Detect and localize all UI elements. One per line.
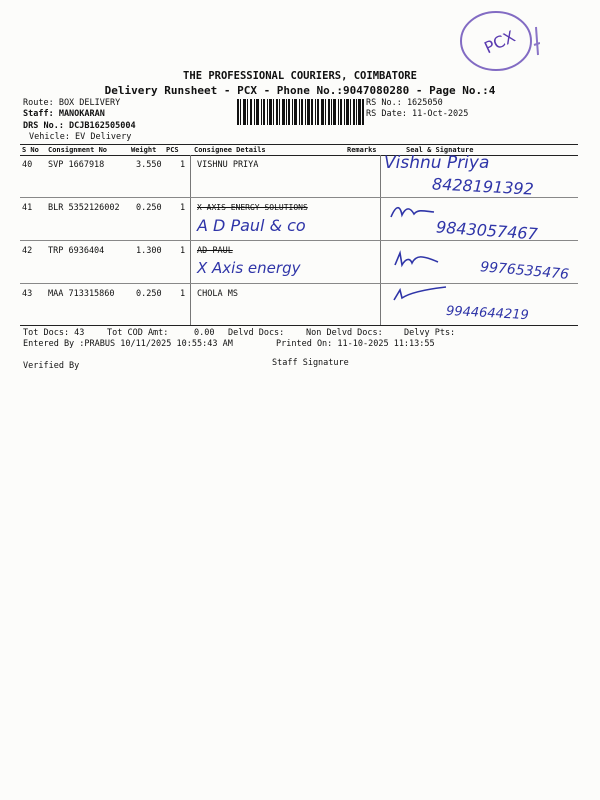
drs-info: DRS No.: DCJB162505004 — [23, 121, 136, 131]
row-pcs: 1 — [180, 289, 186, 299]
signature-mark — [392, 250, 442, 270]
staff-signature: Staff Signature — [272, 358, 349, 368]
row-consignment: BLR 5352126002 — [48, 203, 120, 213]
vehicle-info: Vehicle: EV Delivery — [29, 132, 132, 142]
row-sno: 41 — [22, 203, 33, 213]
total-docs: Tot Docs: 43 — [23, 328, 85, 338]
non-delivered-docs: Non Delvd Docs: — [306, 328, 383, 338]
rs-date: RS Date: 11-Oct-2025 — [366, 109, 469, 119]
stamp-text: PCX — [481, 26, 519, 58]
col-consignee: Consignee Details — [194, 146, 266, 154]
company-name: THE PROFESSIONAL COURIERS, COIMBATORE — [183, 70, 417, 82]
row-pcs: 1 — [180, 203, 186, 213]
handwritten-correction: X Axis energy — [197, 259, 301, 277]
table-bottom-rule — [20, 325, 578, 326]
row-consignment: SVP 1667918 — [48, 160, 105, 170]
row-weight: 0.250 — [136, 289, 162, 299]
col-sno: S No — [22, 146, 39, 154]
col-remarks: Remarks — [347, 146, 377, 154]
barcode — [237, 99, 364, 125]
handwritten-name: Vishnu Priya — [384, 153, 490, 173]
pcx-stamp — [458, 5, 540, 73]
handwritten-phone: 9976535476 — [479, 259, 570, 283]
staff-info: Staff: MANOKARAN — [23, 109, 105, 119]
row-consignee: X AXIS ENERGY SOLUTIONS — [197, 203, 308, 212]
row-consignment: TRP 6936404 — [48, 246, 105, 256]
row-weight: 1.300 — [136, 246, 162, 256]
row-pcs: 1 — [180, 160, 186, 170]
row-weight: 0.250 — [136, 203, 162, 213]
handwritten-phone: 9944644219 — [445, 303, 530, 324]
route-info: Route: BOX DELIVERY — [23, 98, 121, 108]
handwritten-correction: A D Paul & co — [197, 216, 306, 235]
row-consignment: MAA 713315860 — [48, 289, 115, 299]
row-pcs: 1 — [180, 246, 186, 256]
table-header-rule — [20, 155, 578, 156]
handwritten-phone: 9843057467 — [435, 217, 539, 244]
row-weight: 3.550 — [136, 160, 162, 170]
row-sno: 43 — [22, 289, 33, 299]
entered-by: Entered By :PRABUS 10/11/2025 10:55:43 AM — [23, 339, 233, 349]
row-consignee: VISHNU PRIYA — [197, 160, 259, 170]
row-sno: 40 — [22, 160, 33, 170]
row-rule — [20, 283, 578, 284]
signature-mark — [390, 284, 450, 306]
verified-by: Verified By — [23, 361, 80, 371]
signature-mark — [388, 203, 438, 221]
rs-number: RS No.: 1625050 — [366, 98, 443, 108]
table-top-rule — [20, 144, 578, 145]
handwritten-phone: 8428191392 — [431, 174, 535, 199]
col-weight: Weight — [131, 146, 157, 154]
row-consignee: CHOLA MS — [197, 289, 238, 299]
printed-on: Printed On: 11-10-2025 11:13:55 — [276, 339, 435, 349]
col-pcs: PCS — [166, 146, 179, 154]
row-sno: 42 — [22, 246, 33, 256]
delivery-points: Delvy Pts: — [404, 328, 456, 338]
runsheet-subtitle: Delivery Runsheet - PCX - Phone No.:9047080280 - Page No.:4 — [104, 84, 496, 97]
row-consignee: AD PAUL — [197, 246, 233, 256]
col-consignment: Consignment No — [48, 146, 108, 154]
delivered-docs: Delvd Docs: — [228, 328, 285, 338]
row-rule — [20, 197, 578, 198]
total-cod-amount: Tot COD Amt: 0.00 — [107, 328, 215, 338]
col-seal-signature: Seal & Signature — [406, 146, 474, 154]
